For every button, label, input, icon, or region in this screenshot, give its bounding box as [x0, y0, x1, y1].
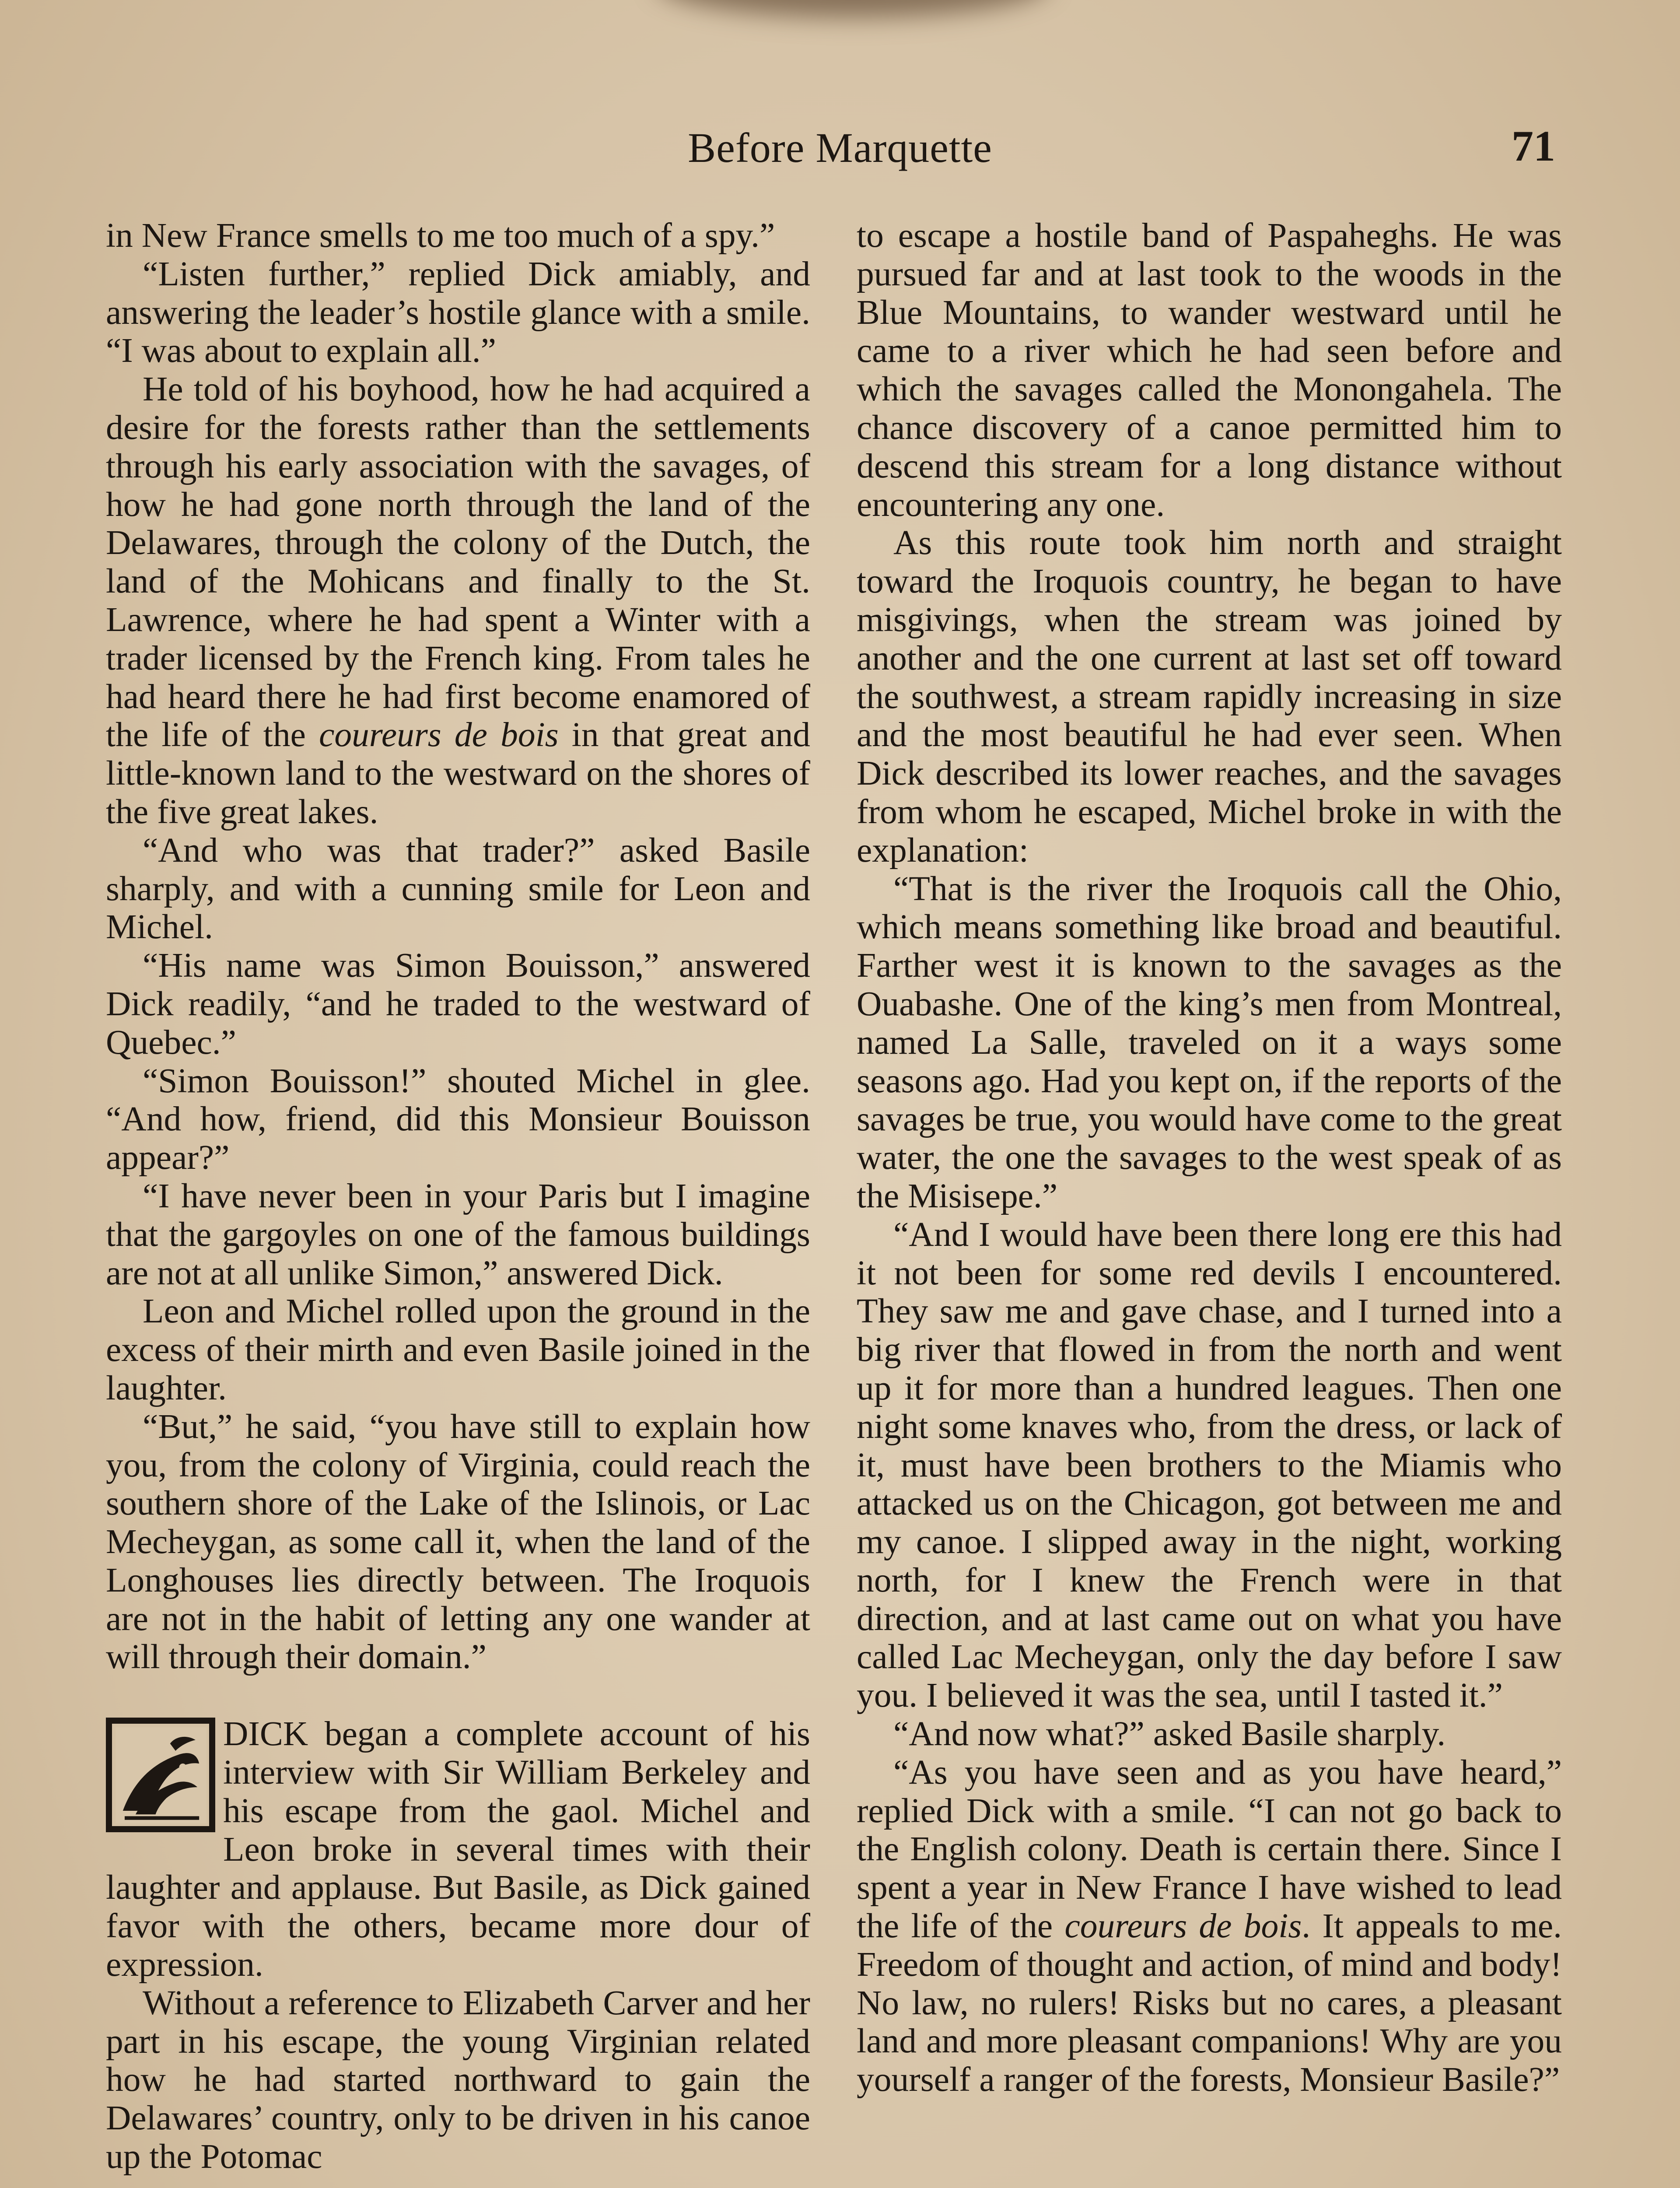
- page-top-shadow: [656, 0, 1050, 18]
- paragraph: Leon and Michel rolled upon the ground in the excess of their mirth and even Basile joined in the laughter.: [106, 1292, 810, 1407]
- paragraph: in New France smells to me too much of a spy.”: [106, 216, 775, 255]
- right-column: [857, 217, 1562, 2099]
- paragraph: “I have never been in your Paris but I imagine that the gargoyles on one of the famous buildings are not at all unlike Simon,” answered Dick.: [106, 1176, 810, 1292]
- running-head: [0, 123, 1680, 176]
- running-title: Before Marquette: [688, 124, 992, 171]
- paragraph: “Listen further,” replied Dick amiably, and answering the leader’s hostile glance with a smile. “I was about to explain all.”: [106, 254, 810, 370]
- section-opening-paragraph: DICK began a complete account of his interview with Sir William Berkeley and his escape from the gaol. Michel and Leon broke in several times with their laughter and applause. But Basile, as Dick gained favor with the others, became more dour of expression.: [106, 1715, 810, 1984]
- section-break: [106, 1676, 810, 1715]
- paragraph: “Simon Bouisson!” shouted Michel in glee. “And how, friend, did this Monsieur Bouisson appear?”: [106, 1061, 810, 1177]
- paragraph: As this route took him north and straight toward the Iroquois country, he began to have misgivings, when the stream was joined by another and the one current at last set off toward the southwest, a stream rapidly increasing in size and the most beautiful he had ever seen. When Dick described its lower reaches, and the savages from whom he escaped, Michel broke in with the explanation:: [857, 523, 1562, 870]
- page-number: 71: [1512, 122, 1555, 170]
- paragraph: to escape a hostile band of Paspaheghs. He was pursued far and at last took to the woods in the Blue Mountains, to wander westward until he came to a river which he had seen before and which the savages called the Monongahela. The chance discovery of a canoe permitted him to descend this stream for a long distance without encountering any one.: [857, 216, 1562, 524]
- italic-phrase: coureurs de bois: [1064, 1907, 1302, 1946]
- left-column: [106, 217, 810, 2176]
- italic-phrase: coureurs de bois: [319, 715, 559, 754]
- paragraph: “And now what?” asked Basile sharply.: [893, 1715, 1446, 1753]
- paragraph: “His name was Simon Bouisson,” answered Dick readily, “and he traded to the westward of Quebec.”: [106, 946, 810, 1062]
- paragraph: “And I would have been there long ere this had it not been for some red devils I encountered. They saw me and gave chase, and I turned into a big river that flowed in from the north and went up it for more than a hundred leagues. Then one night some knaves who, from the dress, or lack of it, must have been brothers to the Miamis who attacked us on the Chicagon, got between me and my canoe. I slipped away in the night, working north, for I knew the French were in that direction, and at last came out on what you have called Lac Mecheygan, only the day before I saw you. I believed it was the sea, until I tasted it.”: [857, 1215, 1562, 1715]
- paragraph: “And who was that trader?” asked Basile sharply, and with a cunning smile for Leon and Michel.: [106, 831, 810, 947]
- paragraph: Without a reference to Elizabeth Carver and her part in his escape, the young Virginian related how he had started northward to gain the Delawares’ country, only to be driven in his canoe up the Potomac: [106, 1983, 810, 2176]
- paragraph: “That is the river the Iroquois call the Ohio, which means something like broad and beautiful. Farther west it is known to the savages as the Ouabashe. One of the king’s men from Montreal, named La Salle, traveled on it a ways some seasons ago. Had you kept on, if the reports of the savages be true, you would have come to the great water, the one the savages to the west speak of as the Misisepe.”: [857, 869, 1562, 1215]
- paragraph: He told of his boyhood, how he had acquired a desire for the forests rather than the settlements through his early association with the savages, of how he had gone north through the land of the Delawares, through the colony of the Dutch, the land of the Mohicans and finally to the St. Lawrence, where he had spent a Winter with a trader licensed by the French king. From tales he had heard there he had first become enamored of the life of the coureurs de bois in that great and little-known land to the westward on the shores of the five great lakes.: [106, 370, 811, 831]
- paragraph: “But,” he said, “you have still to explain how you, from the colony of Virginia, could reach the southern shore of the Lake of the Islinois, or Lac Mecheygan, as some call it, when the land of the Longhouses lies directly between. The Iroquois are not in the habit of letting any one wander at will through their domain.”: [106, 1407, 810, 1676]
- ornamental-initial-icon: [106, 1718, 215, 1832]
- paragraph: “As you have seen and as you have heard,” replied Dick with a smile. “I can not go back to the English colony. Death is certain there. Since I spent a year in New France I have wished to lead the life of the coureurs de bois. It appeals to me. Freedom of thought and action, of mind and body! No law, no rulers! Risks but no cares, a pleasant land and more pleasant companions! Why are you yourself a ranger of the forests, Monsieur Basile?”: [857, 1753, 1562, 2099]
